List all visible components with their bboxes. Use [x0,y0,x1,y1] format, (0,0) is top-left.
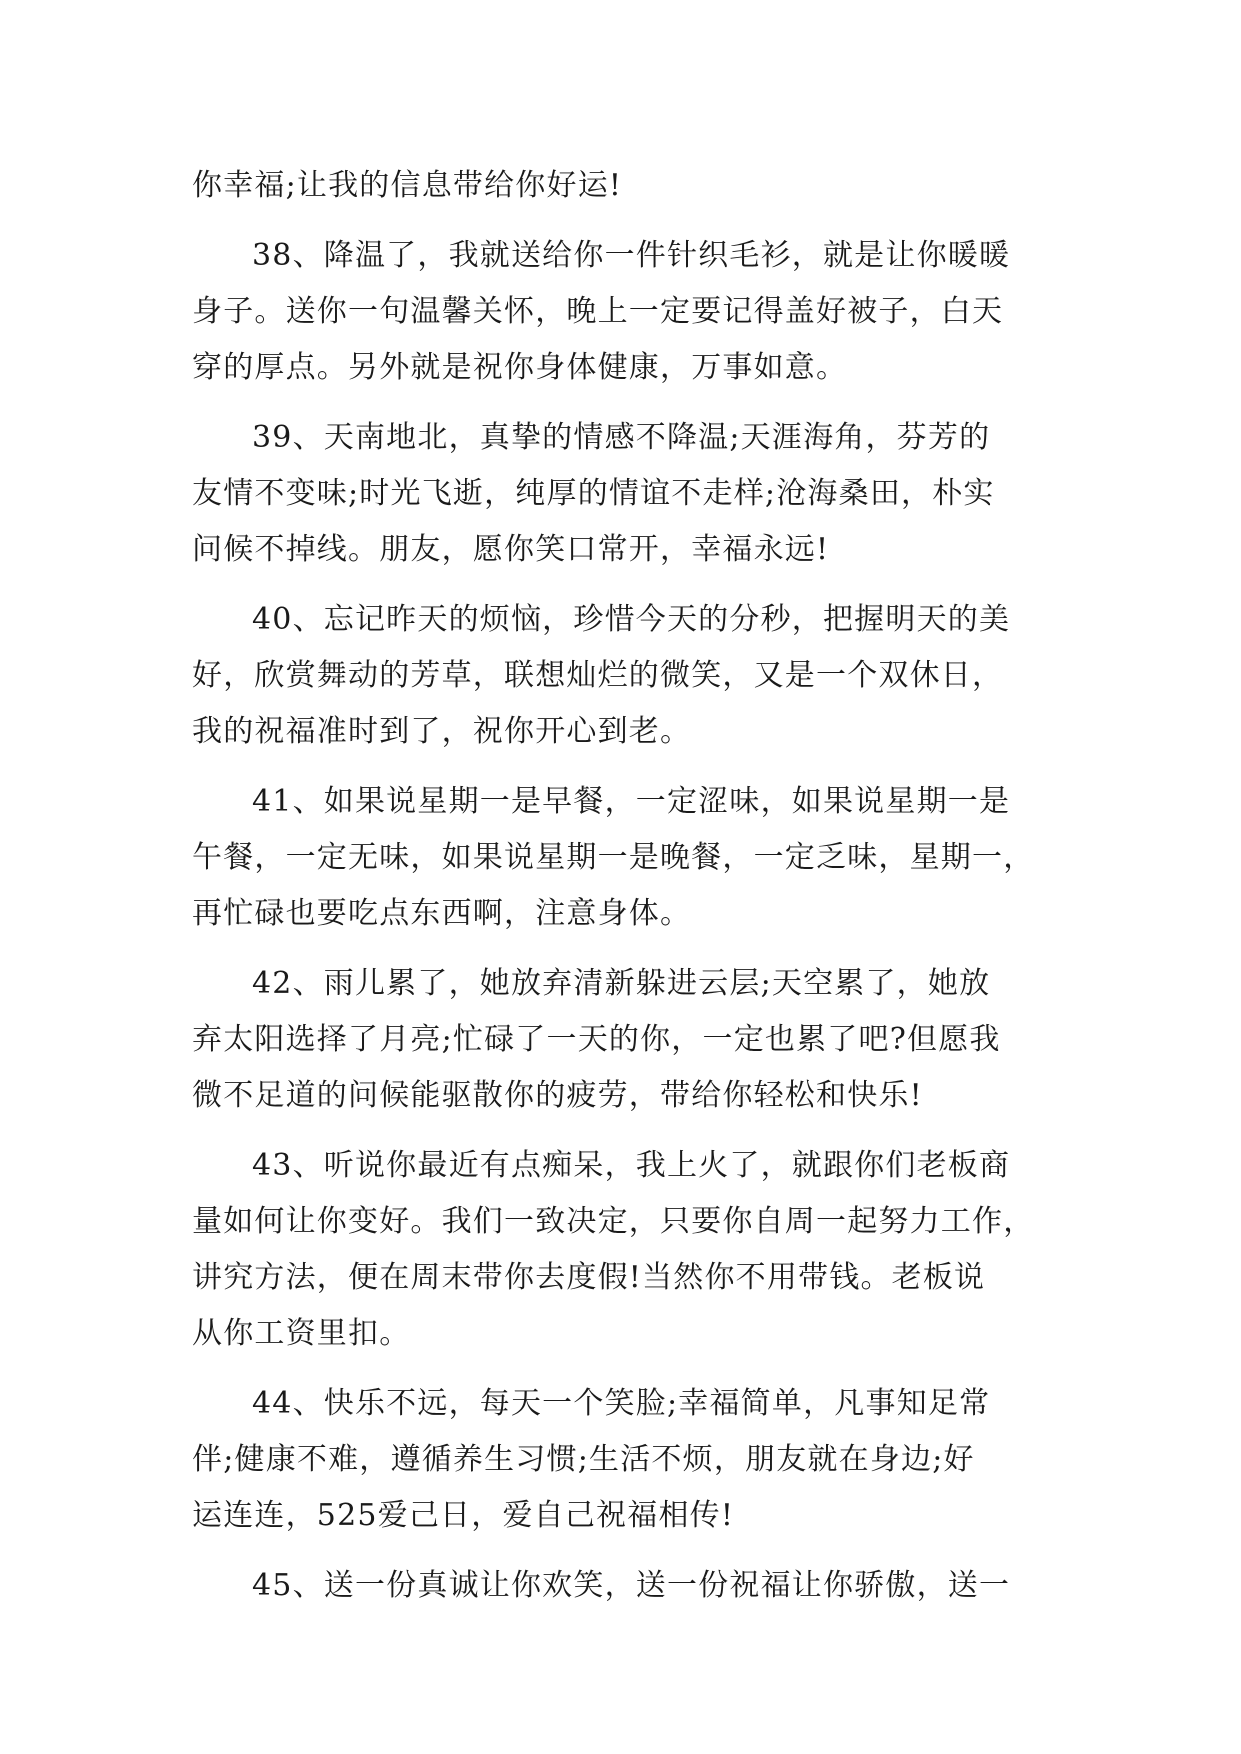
document-body [192,158,1072,1614]
paragraph-40-line-1: 40、忘记昨天的烦恼，珍惜今天的分秒，把握明天的美 [252,602,1011,637]
text-line: 我的祝福准时到了，祝你开心到老。 [192,714,692,749]
text-line: 身子。送你一句温馨关怀，晚上一定要记得盖好被子，白天 [192,294,1004,329]
text-line: 微不足道的问候能驱散你的疲劳，带给你轻松和快乐! [192,1078,923,1113]
text-line: 再忙碌也要吃点东西啊，注意身体。 [192,896,692,931]
text-line: 从你工资里扣。 [192,1316,411,1351]
paragraph-38-line-1: 38、降温了，我就送给你一件针织毛衫，就是让你暖暖 [252,238,1011,273]
text-line: 穿的厚点。另外就是祝你身体健康，万事如意。 [192,350,848,385]
paragraph-43-line-1: 43、听说你最近有点痴呆，我上火了，就跟你们老板商 [252,1148,1011,1183]
text-line: 午餐，一定无味，如果说星期一是晚餐，一定乏味，星期一， [192,840,1035,875]
paragraph-45-line-1: 45、送一份真诚让你欢笑，送一份祝福让你骄傲，送一 [252,1568,1011,1603]
text-line: 弃太阳选择了月亮;忙碌了一天的你，一定也累了吧?但愿我 [192,1022,1001,1057]
text-line: 伴;健康不难，遵循养生习惯;生活不烦，朋友就在身边;好 [192,1442,975,1477]
text-line: 讲究方法，便在周末带你去度假!当然你不用带钱。老板说 [192,1260,986,1295]
text-line: 友情不变味;时光飞逝，纯厚的情谊不走样;沧海桑田，朴实 [192,476,995,511]
text-line: 问候不掉线。朋友，愿你笑口常开，幸福永远! [192,532,830,567]
paragraph-39-line-1: 39、天南地北，真挚的情感不降温;天涯海角，芬芳的 [252,420,991,455]
text-line: 好，欣赏舞动的芳草，联想灿烂的微笑，又是一个双休日， [192,658,1004,693]
text-line: 你幸福;让我的信息带给你好运! [192,168,623,203]
paragraph-41-line-1: 41、如果说星期一是早餐，一定涩味，如果说星期一是 [252,784,1011,819]
text-line: 运连连，525爱己日，爱自己祝福相传! [192,1498,735,1533]
text-line: 量如何让你变好。我们一致决定，只要你自周一起努力工作， [192,1204,1035,1239]
paragraph-44-line-1: 44、快乐不远，每天一个笑脸;幸福简单，凡事知足常 [252,1386,991,1421]
paragraph-42-line-1: 42、雨儿累了，她放弃清新躲进云层;天空累了，她放 [252,966,991,1001]
